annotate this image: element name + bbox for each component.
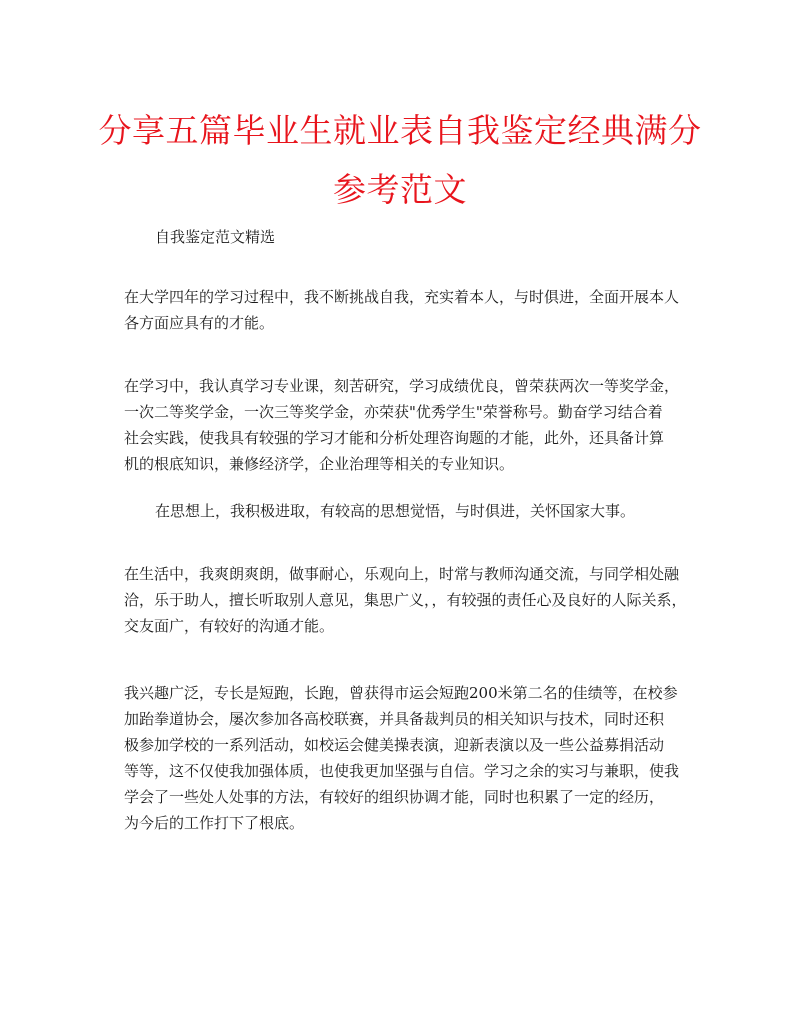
paragraph-2 — [124, 373, 684, 477]
paragraph-line: 洽，乐于助人，擅长听取别人意见，集思广义，，有较强的责任心及良好的人际关系， — [124, 591, 687, 609]
document-title-line-2: 参考范文 — [333, 170, 467, 209]
section-subtitle-text: 自我鉴定范文精选 — [155, 228, 276, 246]
paragraph-line: 在大学四年的学习过程中，我不断挑战自我，充实着本人，与时俱进，全面开展本人 — [124, 288, 680, 306]
document-title-line-1: 分享五篇毕业生就业表自我鉴定经典满分 — [98, 111, 702, 150]
paragraph-line: 极参加学校的一系列活动，如校运会健美操表演，迎新表演以及一些公益募捐活动 — [124, 736, 665, 754]
paragraph-line: 交友面广，有较好的沟通才能。 — [124, 617, 335, 635]
paragraph-line: 在生活中，我爽朗爽朗，做事耐心，乐观向上，时常与教师沟通交流，与同学相处融 — [124, 565, 680, 583]
paragraph-line: 我兴趣广泛，专长是短跑，长跑，曾获得市运会短跑200米第二名的佳绩等，在校参 — [124, 684, 678, 702]
paragraph-line: 在学习中，我认真学习专业课，刻苦研究，学习成绩优良，曾荣获两次一等奖学金， — [124, 377, 680, 395]
paragraph-line: 机的根底知识，兼修经济学，企业治理等相关的专业知识。 — [124, 455, 515, 473]
paragraph-line: 各方面应具有的才能。 — [124, 314, 275, 332]
paragraph-line: 学会了一些处人处事的方法，有较好的组织协调才能，同时也积累了一定的经历， — [124, 788, 665, 806]
paragraph-5 — [124, 680, 684, 836]
paragraph-1 — [124, 284, 684, 336]
paragraph-4 — [124, 561, 687, 639]
paragraph-3 — [124, 498, 684, 524]
paragraph-line: 等等，这不仅使我加强体质，也使我更加坚强与自信。学习之余的实习与兼职，使我 — [124, 762, 680, 780]
paragraph-line: 在思想上，我积极进取，有较高的思想觉悟，与时俱进，关怀国家大事。 — [155, 502, 636, 520]
paragraph-line: 为今后的工作打下了根底。 — [124, 814, 305, 832]
paragraph-line: 加跆拳道协会，屡次参加各高校联赛，并具备裁判员的相关知识与技术，同时还积 — [124, 710, 665, 728]
section-subtitle — [124, 224, 684, 250]
paragraph-line: 一次二等奖学金，一次三等奖学金，亦荣获"优秀学生"荣誉称号。勤奋学习结合着 — [124, 403, 663, 421]
paragraph-line: 社会实践，使我具有较强的学习才能和分析处理咨询题的才能，此外，还具备计算 — [124, 429, 665, 447]
